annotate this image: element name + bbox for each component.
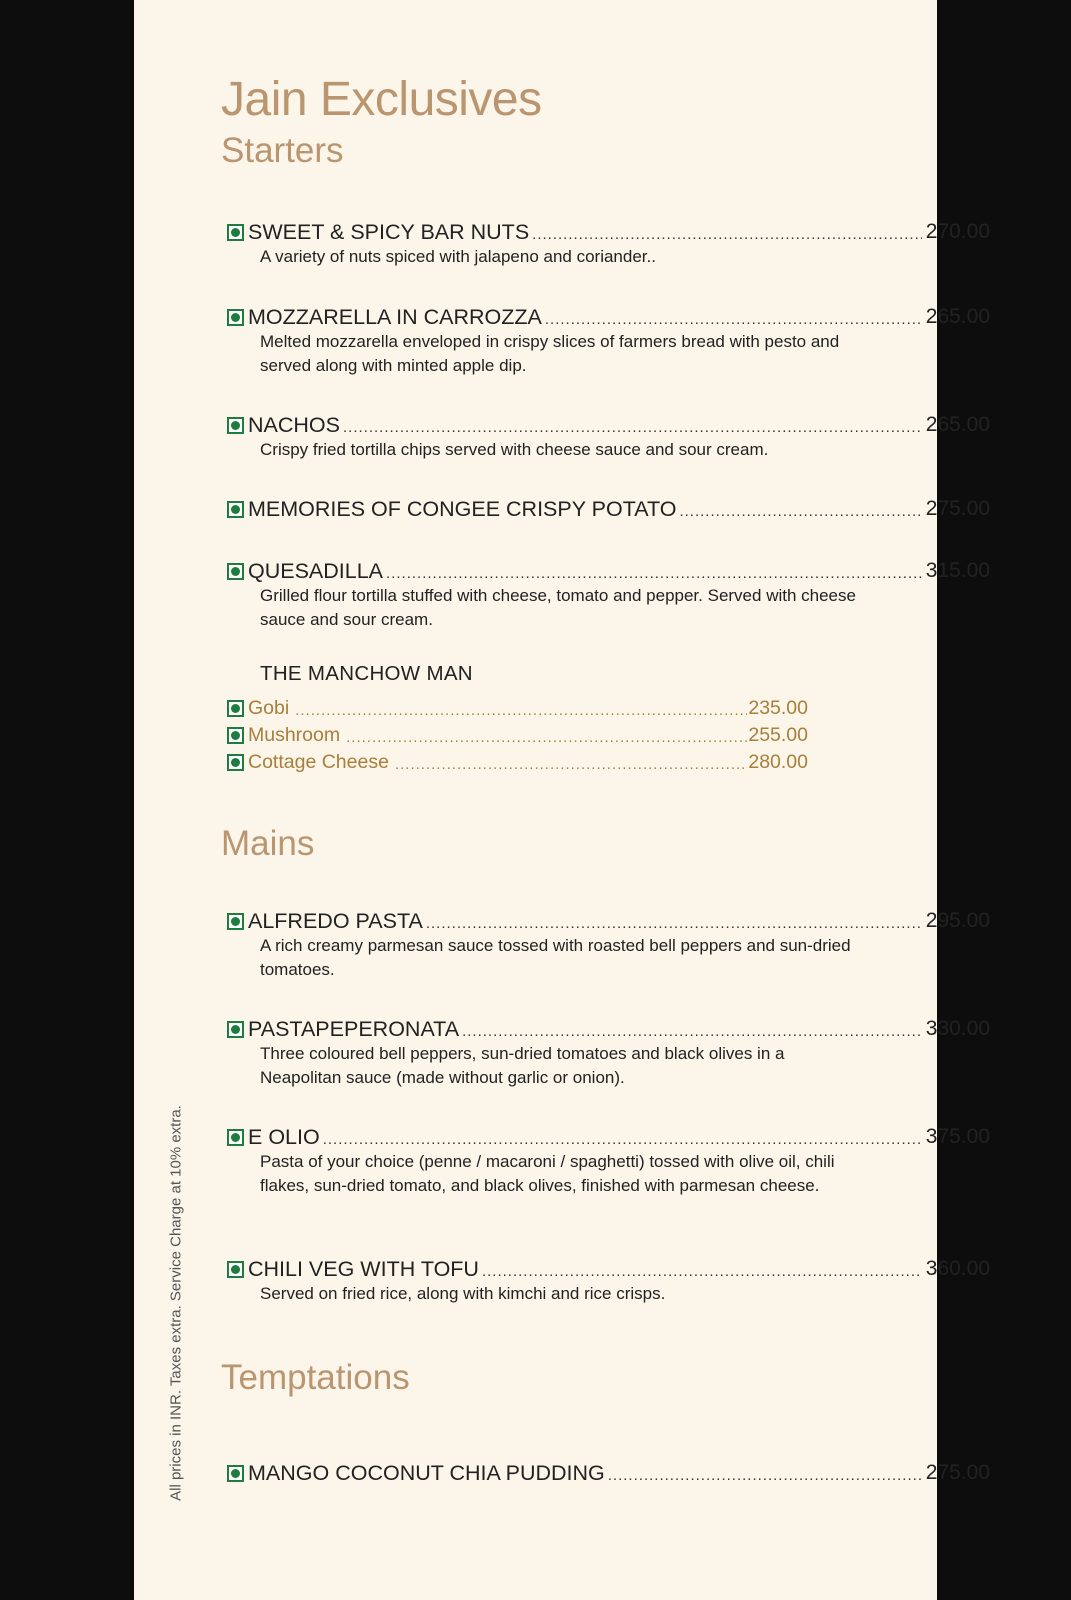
item-price: 360.00 (925, 1257, 990, 1280)
dot-leader (395, 756, 747, 774)
menu-item (227, 558, 990, 584)
veg-mark-icon (227, 1465, 244, 1482)
item-name: MEMORIES OF CONGEE CRISPY POTATO (248, 497, 677, 521)
dot-leader (343, 418, 922, 438)
manchow-option (227, 723, 808, 747)
item-description: Melted mozzarella enveloped in crispy slices of farmers bread with pesto and served along with minted apple dip. (260, 332, 840, 375)
manchow-option (227, 696, 808, 720)
veg-mark-icon (227, 913, 244, 930)
dot-leader (462, 1022, 922, 1042)
item-description: Served on fried rice, along with kimchi and rice crisps. (260, 1284, 666, 1303)
dot-leader (323, 1130, 922, 1150)
veg-mark-icon (227, 224, 244, 241)
menu-item (227, 412, 990, 438)
menu-item (227, 496, 990, 522)
item-name: MOZZARELLA IN CARROZZA (248, 305, 542, 329)
menu-page (134, 0, 990, 1600)
item-price: 330.00 (925, 1017, 990, 1040)
item-price: 275.00 (925, 497, 990, 520)
veg-mark-icon (227, 309, 244, 326)
menu-item (227, 1016, 990, 1042)
veg-mark-icon (227, 563, 244, 580)
item-name: QUESADILLA (248, 559, 384, 583)
dot-leader (679, 502, 921, 522)
option-name: Mushroom (248, 724, 341, 746)
dot-leader (545, 310, 922, 330)
price-footnote: All prices in INR. Taxes extra. Service Charge at 10% extra. (167, 1105, 185, 1501)
item-price: 375.00 (925, 1125, 990, 1148)
item-price: 315.00 (925, 559, 990, 582)
item-price: 265.00 (925, 305, 990, 328)
item-price: 270.00 (925, 220, 990, 243)
item-description: A rich creamy parmesan sauce tossed with roasted bell peppers and sun-dried tomatoes. (260, 936, 851, 979)
item-description: Three coloured bell peppers, sun-dried tomatoes and black olives in a Neapolitan sauce (made without garlic or onion). (260, 1044, 785, 1087)
item-name: PASTAPEPERONATA (248, 1017, 460, 1041)
item-price: 265.00 (925, 413, 990, 436)
manchow-heading: THE MANCHOW MAN (260, 662, 473, 685)
veg-mark-icon (227, 754, 244, 771)
veg-mark-icon (227, 1129, 244, 1146)
section-heading-temptations: Temptations (221, 1358, 410, 1397)
option-price: 255.00 (748, 724, 808, 746)
veg-mark-icon (227, 501, 244, 518)
item-name: SWEET & SPICY BAR NUTS (248, 220, 530, 244)
option-price: 235.00 (748, 697, 808, 719)
veg-mark-icon (227, 1021, 244, 1038)
menu-item (227, 1256, 990, 1282)
option-name: Cottage Cheese (248, 751, 389, 773)
option-name: Gobi (248, 697, 290, 719)
dot-leader (532, 225, 922, 245)
section-heading-mains: Mains (221, 824, 315, 863)
option-price: 280.00 (748, 751, 808, 773)
item-name: MANGO COCONUT CHIA PUDDING (248, 1461, 605, 1485)
dot-leader (295, 702, 747, 720)
item-description: Pasta of your choice (penne / macaroni / spaghetti) tossed with olive oil, chili flakes, sun-dried tomato, and black olives, finished with parmesan cheese. (260, 1152, 835, 1195)
item-name: ALFREDO PASTA (248, 909, 423, 933)
veg-mark-icon (227, 700, 244, 717)
manchow-option (227, 750, 808, 774)
menu-item (227, 908, 990, 934)
item-price: 295.00 (925, 909, 990, 932)
item-name: CHILI VEG WITH TOFU (248, 1257, 479, 1281)
dot-leader (608, 1466, 922, 1486)
dot-leader (386, 564, 922, 584)
item-name: E OLIO (248, 1125, 320, 1149)
dot-leader (426, 914, 922, 934)
menu-item (227, 304, 990, 330)
veg-mark-icon (227, 1261, 244, 1278)
menu-item (227, 1124, 990, 1150)
item-description: Crispy fried tortilla chips served with cheese sauce and sour cream. (260, 440, 769, 459)
item-price: 275.00 (925, 1461, 990, 1484)
item-description: A variety of nuts spiced with jalapeno and coriander.. (260, 247, 656, 266)
item-name: NACHOS (248, 413, 340, 437)
page-title: Jain Exclusives (221, 73, 542, 126)
item-description: Grilled flour tortilla stuffed with cheese, tomato and pepper. Served with cheese sauce and sour cream. (260, 586, 856, 629)
veg-mark-icon (227, 727, 244, 744)
menu-item (227, 1460, 990, 1486)
veg-mark-icon (227, 417, 244, 434)
section-heading-starters: Starters (221, 131, 344, 170)
dot-leader (346, 729, 747, 747)
dot-leader (482, 1262, 922, 1282)
menu-item (227, 219, 990, 245)
